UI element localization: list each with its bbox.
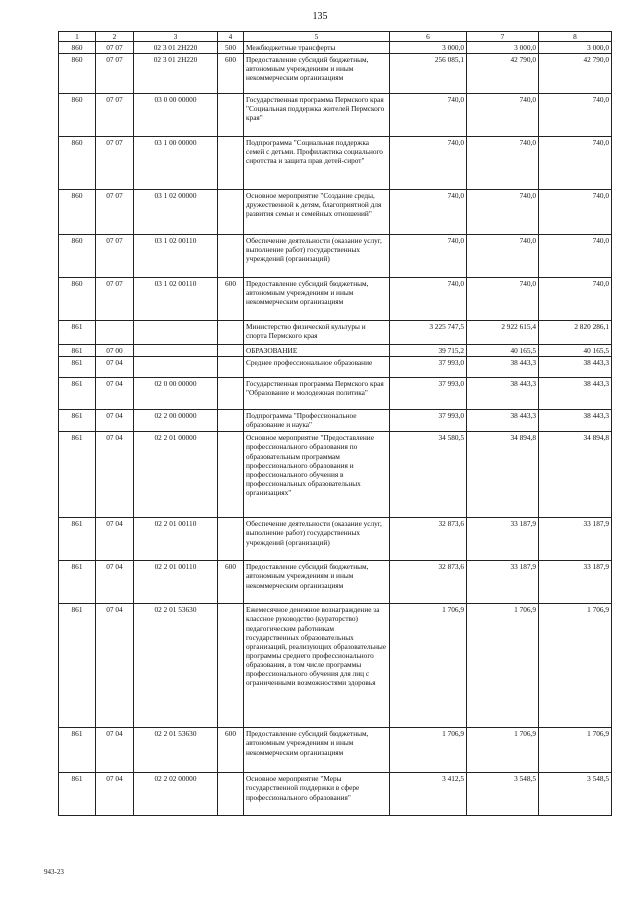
cell-section: 07 04 — [96, 728, 134, 773]
cell-section: 07 07 — [96, 54, 134, 94]
cell-expense-type — [218, 94, 244, 137]
table-row — [59, 137, 612, 190]
cell-amount-year1: 3 412,5 — [390, 773, 467, 816]
cell-expense-type — [218, 378, 244, 410]
cell-amount-year2: 33 187,9 — [467, 561, 539, 604]
cell-target-article: 03 1 02 00000 — [134, 190, 218, 235]
cell-expense-type: 500 — [218, 42, 244, 54]
table-row — [59, 357, 612, 378]
cell-name: ОБРАЗОВАНИЕ — [244, 345, 390, 357]
cell-section: 07 00 — [96, 345, 134, 357]
cell-amount-year1: 740,0 — [390, 235, 467, 278]
page-number: 135 — [312, 11, 328, 22]
cell-amount-year2: 740,0 — [467, 278, 539, 321]
cell-amount-year2: 40 165,5 — [467, 345, 539, 357]
cell-amount-year2: 3 000,0 — [467, 42, 539, 54]
cell-ministry: 861 — [59, 378, 96, 410]
cell-expense-type — [218, 604, 244, 728]
cell-ministry: 861 — [59, 357, 96, 378]
cell-ministry: 861 — [59, 345, 96, 357]
cell-amount-year3: 1 706,9 — [539, 604, 612, 728]
cell-amount-year1: 39 715,2 — [390, 345, 467, 357]
cell-name: Обеспечение деятельности (оказание услуг, выполнение работ) государственных учреждений (организаций) — [244, 518, 390, 561]
cell-amount-year1: 740,0 — [390, 94, 467, 137]
table-row — [59, 54, 612, 94]
cell-target-article: 02 2 01 00000 — [134, 432, 218, 518]
cell-amount-year3: 3 000,0 — [539, 42, 612, 54]
cell-target-article: 03 0 00 00000 — [134, 94, 218, 137]
cell-name: Основное мероприятие "Предоставление профессионального образования по образовательным программам профессионального образования и профессионального обучения в профессиональных образовательных организациях" — [244, 432, 390, 518]
cell-name: Предоставление субсидий бюджетным, автономным учреждениям и иным некоммерческим организациям — [244, 54, 390, 94]
cell-section: 07 04 — [96, 432, 134, 518]
cell-amount-year3: 38 443,3 — [539, 357, 612, 378]
cell-name: Предоставление субсидий бюджетным, автономным учреждениям и иным некоммерческим организациям — [244, 561, 390, 604]
cell-amount-year3: 42 790,0 — [539, 54, 612, 94]
cell-amount-year3: 740,0 — [539, 137, 612, 190]
cell-expense-type — [218, 345, 244, 357]
cell-amount-year1: 740,0 — [390, 278, 467, 321]
cell-ministry: 861 — [59, 773, 96, 816]
cell-expense-type — [218, 235, 244, 278]
cell-ministry: 861 — [59, 518, 96, 561]
document-code: 943-23 — [44, 868, 64, 876]
table-row — [59, 518, 612, 561]
table-row — [59, 410, 612, 432]
table-row — [59, 42, 612, 54]
cell-name: Министерство физической культуры и спорта Пермского края — [244, 321, 390, 345]
cell-amount-year3: 38 443,3 — [539, 410, 612, 432]
cell-expense-type: 600 — [218, 278, 244, 321]
table-row — [59, 561, 612, 604]
cell-amount-year3: 2 820 286,1 — [539, 321, 612, 345]
header-cell: 1 — [59, 32, 96, 42]
cell-amount-year2: 34 894,8 — [467, 432, 539, 518]
cell-amount-year3: 38 443,3 — [539, 378, 612, 410]
cell-ministry: 861 — [59, 432, 96, 518]
table-header-row — [59, 32, 612, 42]
cell-target-article: 02 3 01 2Н220 — [134, 54, 218, 94]
cell-amount-year3: 34 894,8 — [539, 432, 612, 518]
table-row — [59, 345, 612, 357]
cell-name: Межбюджетные трансферты — [244, 42, 390, 54]
cell-section: 07 04 — [96, 773, 134, 816]
cell-target-article: 02 2 02 00000 — [134, 773, 218, 816]
cell-amount-year2: 42 790,0 — [467, 54, 539, 94]
cell-expense-type: 600 — [218, 561, 244, 604]
cell-amount-year2: 33 187,9 — [467, 518, 539, 561]
cell-target-article: 02 2 01 53630 — [134, 728, 218, 773]
cell-amount-year3: 33 187,9 — [539, 518, 612, 561]
table-row — [59, 235, 612, 278]
cell-amount-year2: 740,0 — [467, 235, 539, 278]
cell-section: 07 07 — [96, 42, 134, 54]
cell-amount-year3: 33 187,9 — [539, 561, 612, 604]
cell-ministry: 860 — [59, 137, 96, 190]
header-cell: 2 — [96, 32, 134, 42]
cell-target-article: 02 3 01 2Н220 — [134, 42, 218, 54]
cell-expense-type — [218, 518, 244, 561]
cell-ministry: 860 — [59, 54, 96, 94]
cell-section: 07 04 — [96, 378, 134, 410]
cell-amount-year1: 3 225 747,5 — [390, 321, 467, 345]
cell-amount-year3: 740,0 — [539, 94, 612, 137]
table-row — [59, 773, 612, 816]
header-cell: 3 — [134, 32, 218, 42]
cell-name: Ежемесячное денежное вознаграждение за классное руководство (кураторство) педагогическим работникам государственных образовательных организаций, реализующих образовательные программы среднего профессионального образования, в том числе программы профессионального обучения для лиц с ограниченными возможностями здоровья — [244, 604, 390, 728]
cell-target-article: 02 2 00 00000 — [134, 410, 218, 432]
cell-amount-year2: 38 443,3 — [467, 357, 539, 378]
cell-amount-year1: 37 993,0 — [390, 378, 467, 410]
cell-expense-type — [218, 137, 244, 190]
cell-target-article — [134, 345, 218, 357]
header-cell: 6 — [390, 32, 467, 42]
cell-ministry: 860 — [59, 278, 96, 321]
cell-section: 07 04 — [96, 604, 134, 728]
cell-amount-year2: 38 443,3 — [467, 378, 539, 410]
table-row — [59, 378, 612, 410]
cell-amount-year3: 40 165,5 — [539, 345, 612, 357]
cell-amount-year3: 3 548,5 — [539, 773, 612, 816]
cell-expense-type — [218, 410, 244, 432]
cell-ministry: 861 — [59, 561, 96, 604]
cell-ministry: 860 — [59, 190, 96, 235]
cell-section: 07 07 — [96, 137, 134, 190]
cell-section: 07 04 — [96, 518, 134, 561]
header-cell: 8 — [539, 32, 612, 42]
cell-name: Среднее профессиональное образование — [244, 357, 390, 378]
cell-amount-year1: 1 706,9 — [390, 604, 467, 728]
cell-target-article: 03 1 02 00110 — [134, 278, 218, 321]
cell-ministry: 860 — [59, 94, 96, 137]
cell-amount-year2: 3 548,5 — [467, 773, 539, 816]
header-cell: 4 — [218, 32, 244, 42]
cell-amount-year1: 740,0 — [390, 137, 467, 190]
cell-section: 07 07 — [96, 94, 134, 137]
cell-target-article: 02 2 01 00110 — [134, 518, 218, 561]
cell-section: 07 04 — [96, 357, 134, 378]
cell-amount-year1: 740,0 — [390, 190, 467, 235]
budget-table — [58, 31, 612, 816]
cell-amount-year2: 740,0 — [467, 94, 539, 137]
table-row — [59, 728, 612, 773]
cell-ministry: 861 — [59, 410, 96, 432]
cell-target-article — [134, 321, 218, 345]
cell-amount-year1: 3 000,0 — [390, 42, 467, 54]
cell-ministry: 860 — [59, 42, 96, 54]
cell-amount-year1: 256 085,1 — [390, 54, 467, 94]
cell-amount-year2: 1 706,9 — [467, 728, 539, 773]
cell-section: 07 07 — [96, 235, 134, 278]
cell-target-article — [134, 357, 218, 378]
cell-target-article: 02 2 01 00110 — [134, 561, 218, 604]
cell-amount-year1: 37 993,0 — [390, 410, 467, 432]
cell-name: Обеспечение деятельности (оказание услуг, выполнение работ) государственных учреждений (организаций) — [244, 235, 390, 278]
cell-expense-type — [218, 432, 244, 518]
cell-name: Основное мероприятие "Создание среды, дружественной к детям, благоприятной для развития семьи и семейных отношений" — [244, 190, 390, 235]
cell-target-article: 03 1 00 00000 — [134, 137, 218, 190]
table-row — [59, 432, 612, 518]
cell-name: Государственная программа Пермского края "Образование и молодежная политика" — [244, 378, 390, 410]
cell-ministry: 861 — [59, 321, 96, 345]
cell-target-article: 03 1 02 00110 — [134, 235, 218, 278]
cell-expense-type — [218, 190, 244, 235]
cell-amount-year3: 740,0 — [539, 190, 612, 235]
cell-section — [96, 321, 134, 345]
cell-amount-year3: 740,0 — [539, 235, 612, 278]
cell-section: 07 07 — [96, 278, 134, 321]
cell-amount-year3: 740,0 — [539, 278, 612, 321]
header-cell: 7 — [467, 32, 539, 42]
table-row — [59, 94, 612, 137]
cell-expense-type — [218, 321, 244, 345]
cell-amount-year1: 32 873,6 — [390, 561, 467, 604]
cell-expense-type: 600 — [218, 54, 244, 94]
cell-amount-year1: 34 580,5 — [390, 432, 467, 518]
cell-amount-year2: 1 706,9 — [467, 604, 539, 728]
table-row — [59, 604, 612, 728]
cell-section: 07 04 — [96, 410, 134, 432]
cell-name: Государственная программа Пермского края "Социальная поддержка жителей Пермского края" — [244, 94, 390, 137]
cell-amount-year2: 2 922 615,4 — [467, 321, 539, 345]
cell-amount-year2: 740,0 — [467, 190, 539, 235]
cell-expense-type — [218, 357, 244, 378]
cell-expense-type: 600 — [218, 728, 244, 773]
cell-section: 07 04 — [96, 561, 134, 604]
cell-amount-year1: 32 873,6 — [390, 518, 467, 561]
cell-name: Подпрограмма "Социальная поддержка семей с детьми. Профилактика социального сиротства и защита прав детей-сирот" — [244, 137, 390, 190]
cell-amount-year3: 1 706,9 — [539, 728, 612, 773]
cell-amount-year2: 38 443,3 — [467, 410, 539, 432]
cell-amount-year1: 37 993,0 — [390, 357, 467, 378]
cell-ministry: 861 — [59, 728, 96, 773]
cell-name: Предоставление субсидий бюджетным, автономным учреждениям и иным некоммерческим организациям — [244, 278, 390, 321]
table-row — [59, 321, 612, 345]
cell-name: Основное мероприятие "Меры государственной поддержки в сфере профессионального образования" — [244, 773, 390, 816]
cell-target-article: 02 2 01 53630 — [134, 604, 218, 728]
cell-amount-year1: 1 706,9 — [390, 728, 467, 773]
cell-expense-type — [218, 773, 244, 816]
cell-name: Подпрограмма "Профессиональное образование и наука" — [244, 410, 390, 432]
table-row — [59, 278, 612, 321]
cell-amount-year2: 740,0 — [467, 137, 539, 190]
cell-section: 07 07 — [96, 190, 134, 235]
cell-target-article: 02 0 00 00000 — [134, 378, 218, 410]
header-cell: 5 — [244, 32, 390, 42]
table-row — [59, 190, 612, 235]
cell-name: Предоставление субсидий бюджетным, автономным учреждениям и иным некоммерческим организациям — [244, 728, 390, 773]
cell-ministry: 860 — [59, 235, 96, 278]
cell-ministry: 861 — [59, 604, 96, 728]
